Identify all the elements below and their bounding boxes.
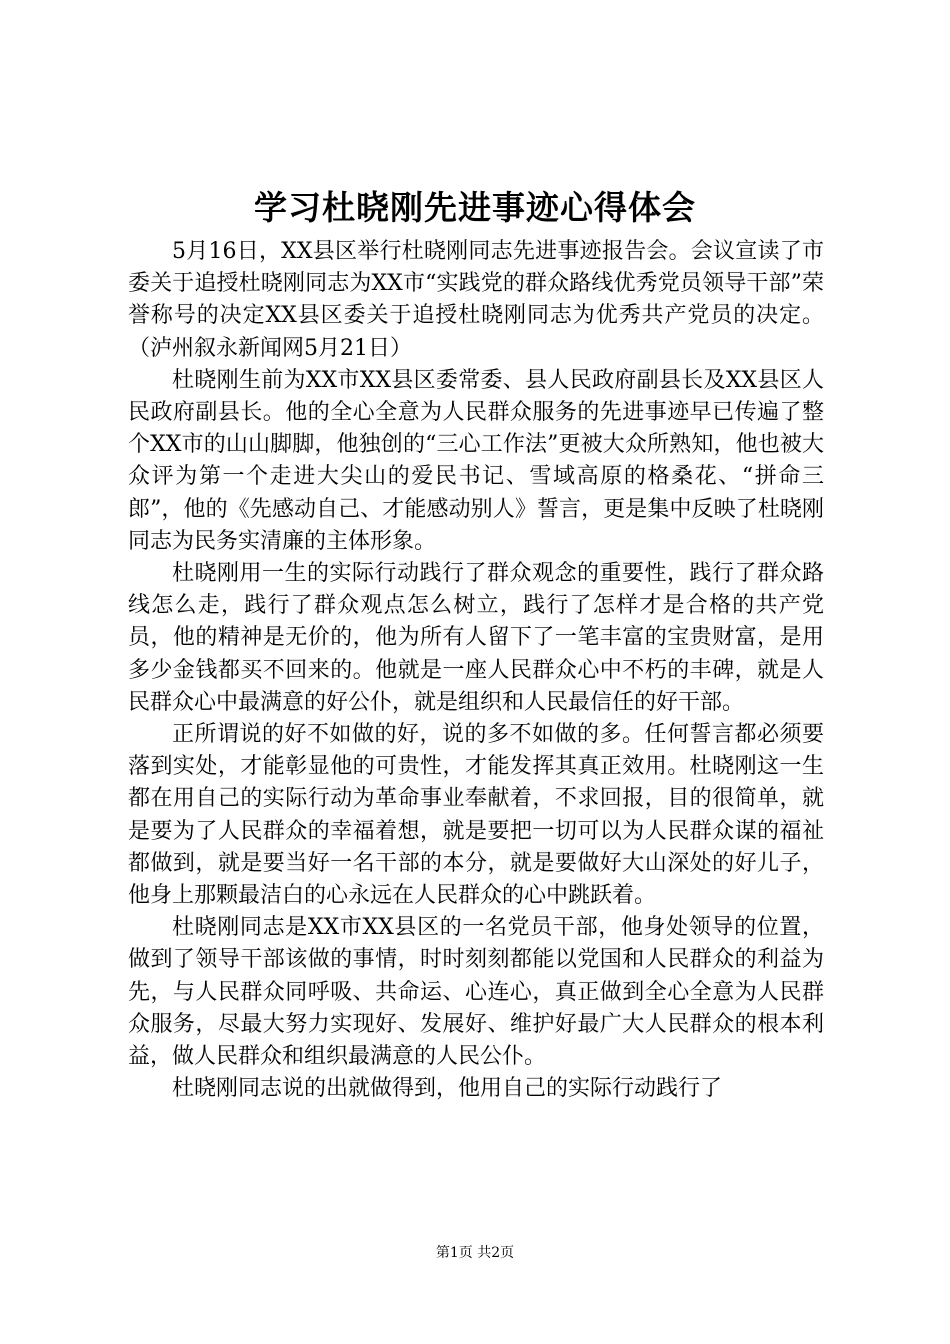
paragraph-2: 杜晓刚生前为XX市XX县区委常委、县人民政府副县长及XX县区人民政府副县长。他的全心全意为人民群众服务的先进事迹早已传遍了整个XX市的山山脚脚，他独创的“三心工作法”更被大众所熟知，他也被大众评为第一个走进大尖山的爱民书记、雪域高原的格桑花、“拼命三郎”，他的《先感动自己、才能感动别人》誓言，更是集中反映了杜晓刚同志为民务实清廉的主体形象。	[128, 367, 824, 554]
document-title: 学习杜晓刚先进事迹心得体会	[254, 188, 696, 227]
paragraph-1: 5月16日，XX县区举行杜晓刚同志先进事迹报告会。会议宣读了市委关于追授杜晓刚同志为XX市“实践党的群众路线优秀党员领导干部”荣誉称号的决定XX县区委关于追授杜晓刚同志为优秀共产党员的决定。（泸州叙永新闻网5月21日）	[128, 239, 824, 361]
paragraph-5: 杜晓刚同志是XX市XX县区的一名党员干部，他身处领导的位置，做到了领导干部该做的事情，时时刻刻都能以党国和人民群众的利益为先，与人民群众同呼吸、共命运、心连心，真正做到全心全意为人民群众服务，尽最大努力实现好、发展好、维护好最广大人民群众的根本利益，做人民群众和组织最满意的人民公仆。	[128, 915, 824, 1070]
paragraph-3: 杜晓刚用一生的实际行动践行了群众观念的重要性，践行了群众路线怎么走，践行了群众观点怎么树立，践行了怎样才是合格的共产党员，他的精神是无价的，他为所有人留下了一笔丰富的宝贵财富，是用多少金钱都买不回来的。他就是一座人民群众心中不朽的丰碑，就是人民群众心中最满意的好公仆，就是组织和人民最信任的好干部。	[128, 561, 824, 715]
page-number-footer: 第1页 共2页	[435, 1245, 515, 1261]
paragraph-4: 正所谓说的好不如做的好，说的多不如做的多。任何誓言都必须要落到实处，才能彰显他的可贵性，才能发挥其真正效用。杜晓刚这一生都在用自己的实际行动为革命事业奉献着，不求回报，目的很简单，就是要为了人民群众的幸福着想，就是要把一切可以为人民群众谋的福祉都做到，就是要当好一名干部的本分，就是要做好大山深处的好儿子，他身上那颗最洁白的心永远在人民群众的心中跳跃着。	[128, 722, 824, 909]
paragraph-6: 杜晓刚同志说的出就做得到，他用自己的实际行动践行了	[172, 1076, 723, 1102]
document-body	[128, 236, 824, 1105]
